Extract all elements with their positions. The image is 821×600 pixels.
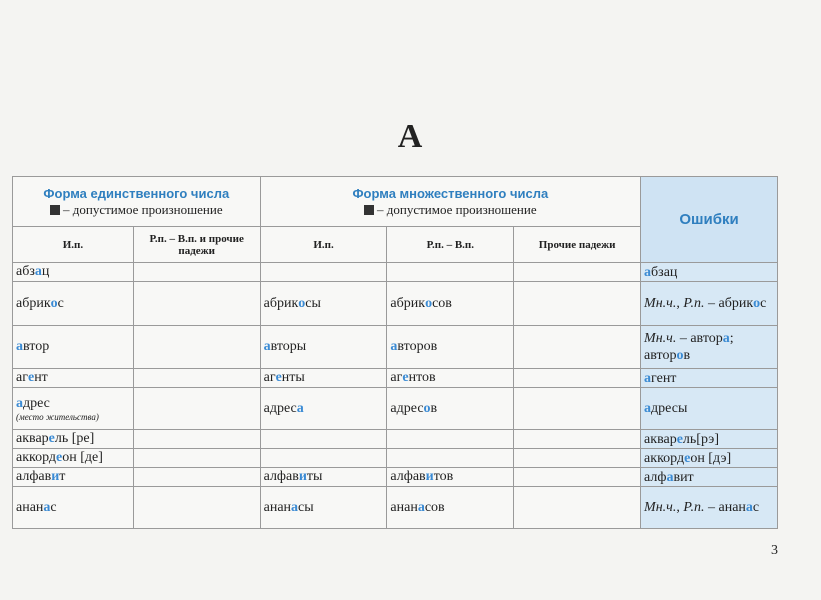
word-plural-ip: адреса: [260, 388, 387, 430]
word-singular-other: [133, 369, 260, 388]
word-plural-ip: [260, 449, 387, 468]
word-plural-rp: алфавитов: [387, 468, 514, 487]
word-error: Мн.ч., Р.п. – абрикос: [641, 282, 778, 326]
word-plural-ip: алфавиты: [260, 468, 387, 487]
stress-table: [12, 176, 778, 529]
square-icon: [50, 205, 60, 215]
word-plural-other: [514, 369, 641, 388]
word-singular-other: [133, 468, 260, 487]
word-plural-ip: агенты: [260, 369, 387, 388]
word-singular: аккордеон [де]: [13, 449, 134, 468]
word-plural-ip: [260, 430, 387, 449]
word-error: акварель[рэ]: [641, 430, 778, 449]
word-singular: автор: [13, 326, 134, 369]
word-plural-rp: [387, 430, 514, 449]
word-singular: ананас: [13, 487, 134, 529]
page-number: 3: [771, 543, 778, 558]
word-error: Мн.ч., Р.п. – ананас: [641, 487, 778, 529]
word-singular: алфавит: [13, 468, 134, 487]
word-plural-ip: ананасы: [260, 487, 387, 529]
word-plural-other: [514, 430, 641, 449]
singular-title: Форма единственного числа: [43, 186, 230, 201]
table-row: [13, 263, 778, 282]
word-singular: акварель [ре]: [13, 430, 134, 449]
table-row: [13, 282, 778, 326]
word-error: агент: [641, 369, 778, 388]
word-singular-other: [133, 326, 260, 369]
table-row: [13, 449, 778, 468]
singular-allowed-note: – допустимое произношение: [16, 202, 257, 218]
word-plural-rp: ананасов: [387, 487, 514, 529]
plural-allowed-note: – допустимое произношение: [264, 202, 637, 218]
word-plural-other: [514, 487, 641, 529]
word-error: Мн.ч. – автора; авторов: [641, 326, 778, 369]
word-error: абзац: [641, 263, 778, 282]
word-plural-rp: агентов: [387, 369, 514, 388]
word-singular: абзац: [13, 263, 134, 282]
word-plural-rp: адресов: [387, 388, 514, 430]
word-error: алфавит: [641, 468, 778, 487]
word-singular-other: [133, 388, 260, 430]
word-plural-ip: [260, 263, 387, 282]
table-row: [13, 326, 778, 369]
word-plural-other: [514, 282, 641, 326]
word-plural-other: [514, 449, 641, 468]
word-singular-other: [133, 449, 260, 468]
page-letter: А: [397, 118, 424, 155]
word-plural-rp: [387, 263, 514, 282]
word-singular-other: [133, 263, 260, 282]
table-row: [13, 487, 778, 529]
word-plural-other: [514, 388, 641, 430]
word-plural-rp: авторов: [387, 326, 514, 369]
word-plural-rp: абрикосов: [387, 282, 514, 326]
col-ip-singular: И.п.: [13, 227, 134, 263]
table-row: [13, 468, 778, 487]
word-singular-other: [133, 430, 260, 449]
table-row: [13, 388, 778, 430]
square-icon: [364, 205, 374, 215]
word-note: (место жительства): [16, 411, 99, 422]
col-ip-plural: И.п.: [260, 227, 387, 263]
word-singular: абрикос: [13, 282, 134, 326]
word-singular: агент: [13, 369, 134, 388]
col-other-cases: Прочие падежи: [514, 227, 641, 263]
plural-title: Форма множественного числа: [352, 186, 549, 201]
word-plural-other: [514, 263, 641, 282]
word-singular-other: [133, 282, 260, 326]
errors-header: Ошибки: [641, 177, 778, 263]
word-singular: адрес (место жительства): [13, 388, 134, 430]
col-rp-vp-other: Р.п. – В.п. и прочие падежи: [133, 227, 260, 263]
table-row: [13, 430, 778, 449]
word-singular-other: [133, 487, 260, 529]
table-row: [13, 369, 778, 388]
word-plural-other: [514, 326, 641, 369]
plural-header: [260, 177, 640, 227]
word-error: аккордеон [дэ]: [641, 449, 778, 468]
word-plural-rp: [387, 449, 514, 468]
word-plural-ip: абрикосы: [260, 282, 387, 326]
word-error: адресы: [641, 388, 778, 430]
col-rp-vp: Р.п. – В.п.: [387, 227, 514, 263]
word-plural-other: [514, 468, 641, 487]
word-plural-ip: авторы: [260, 326, 387, 369]
singular-header: [13, 177, 261, 227]
